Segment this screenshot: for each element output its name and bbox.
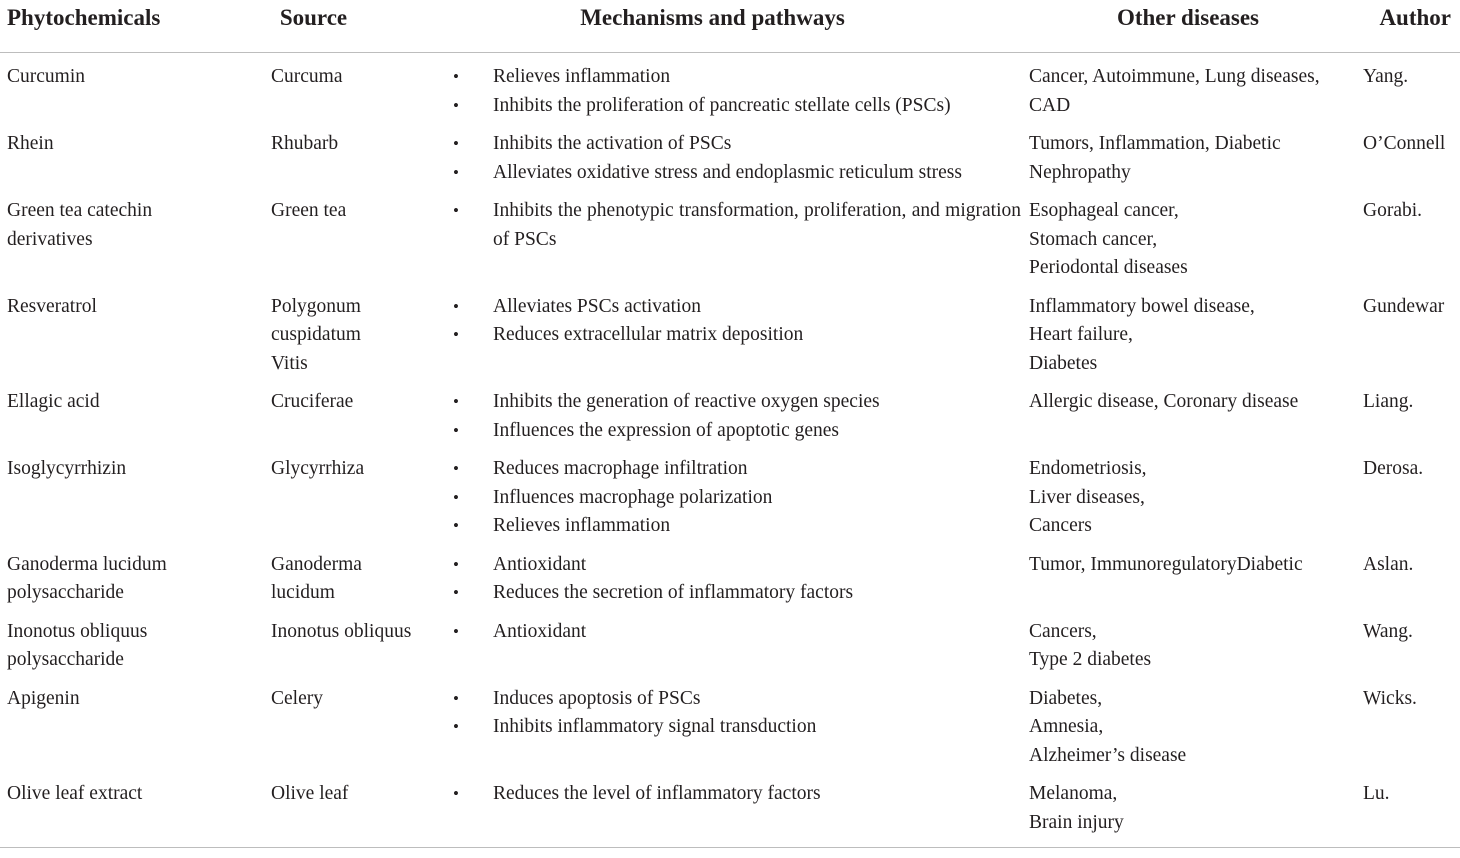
source-line: Olive leaf	[271, 783, 349, 804]
disease-line: Tumor, ImmunoregulatoryDiabetic	[1029, 553, 1303, 575]
mechanism-item: • Antioxidant	[453, 618, 1021, 647]
mechanism-item: • Reduces extracellular matrix deposition	[453, 321, 1021, 350]
table-row	[0, 770, 1460, 837]
phytochemical-name-line: derivatives	[7, 228, 93, 250]
cell-phytochemical	[0, 378, 264, 445]
cell-other-diseases	[1021, 283, 1355, 379]
cell-mechanisms	[441, 608, 1021, 675]
disease-line: Periodontal diseases	[1029, 257, 1188, 278]
table-header	[0, 0, 1460, 53]
phytochemical-name-line: Rhein	[7, 133, 54, 154]
source-line: Green tea	[271, 200, 347, 221]
cell-author: Wang.	[1363, 620, 1413, 642]
disease-line: Brain injury	[1029, 811, 1124, 833]
cell-source	[264, 445, 441, 541]
cell-source	[264, 120, 441, 187]
mechanism-item: • Antioxidant	[453, 551, 1021, 580]
disease-line: Nephropathy	[1029, 161, 1131, 183]
table-row	[0, 283, 1460, 379]
mechanism-list	[453, 780, 1021, 809]
cell-other-diseases	[1021, 770, 1355, 837]
mechanism-list	[453, 388, 1021, 445]
disease-line: Endometriosis,	[1029, 458, 1147, 479]
table-body	[0, 53, 1460, 838]
cell-source	[264, 608, 441, 675]
cell-other-diseases	[1021, 675, 1355, 771]
mechanism-list	[453, 130, 1021, 187]
cell-phytochemical	[0, 608, 264, 675]
cell-author: Wicks.	[1363, 687, 1417, 709]
source-line: Glycyrrhiza	[271, 458, 365, 479]
phytochemical-name-line: Isoglycyrrhizin	[7, 458, 127, 479]
cell-mechanisms	[441, 187, 1021, 283]
mechanism-item: • Reduces the secretion of inflammatory factors	[453, 579, 1021, 608]
cell-source	[264, 770, 441, 837]
source-line: Celery	[271, 687, 323, 709]
header-author: Author	[1355, 0, 1460, 53]
cell-other-diseases	[1021, 120, 1355, 187]
disease-line: Diabetes	[1029, 352, 1098, 374]
table-row	[0, 378, 1460, 445]
phytochemical-name-line: Resveratrol	[7, 295, 97, 317]
table-row	[0, 608, 1460, 675]
header-mechanisms: Mechanisms and pathways	[441, 0, 1021, 53]
mechanism-list	[453, 551, 1021, 608]
cell-phytochemical	[0, 120, 264, 187]
table-row	[0, 53, 1460, 121]
mechanism-list	[453, 293, 1021, 350]
mechanism-item: • Reduces the level of inflammatory factors	[453, 780, 1021, 809]
source-line: Vitis	[271, 352, 308, 374]
header-phytochemicals: Phytochemicals	[0, 0, 264, 53]
source-line: Ganoderma	[271, 553, 362, 575]
phytochemical-name-line: polysaccharide	[7, 649, 124, 670]
phytochemical-name-line: Green tea catechin	[7, 200, 153, 221]
cell-other-diseases	[1021, 608, 1355, 675]
mechanism-item: • Relieves inflammation	[453, 63, 1021, 92]
phytochemical-name-line: Ganoderma lucidum	[7, 553, 167, 575]
source-line: Cruciferae	[271, 391, 354, 412]
phytochemical-name-line: Curcumin	[7, 66, 85, 87]
cell-source	[264, 187, 441, 283]
cell-phytochemical	[0, 283, 264, 379]
table-row	[0, 541, 1460, 608]
mechanism-list	[453, 685, 1021, 742]
cell-author: Aslan.	[1363, 553, 1414, 575]
mechanism-item: • Inhibits the phenotypic transformation, proliferation, and migration of PSCs	[453, 197, 1021, 254]
cell-source	[264, 675, 441, 771]
mechanism-item: • Inhibits the generation of reactive oxygen species	[453, 388, 1021, 417]
phytochemical-name-line: polysaccharide	[7, 582, 124, 603]
disease-line: Inflammatory bowel disease,	[1029, 295, 1255, 317]
cell-other-diseases	[1021, 378, 1355, 445]
disease-line: Alzheimer’s disease	[1029, 744, 1187, 766]
disease-line: Esophageal cancer,	[1029, 200, 1179, 221]
cell-mechanisms	[441, 53, 1021, 121]
cell-mechanisms	[441, 770, 1021, 837]
mechanism-list	[453, 618, 1021, 647]
cell-mechanisms	[441, 675, 1021, 771]
cell-other-diseases	[1021, 541, 1355, 608]
header-row	[0, 0, 1460, 53]
disease-line: Stomach cancer,	[1029, 228, 1158, 250]
mechanism-list	[453, 197, 1021, 254]
mechanism-item: • Influences macrophage polarization	[453, 484, 1021, 513]
mechanism-item: • Inhibits the activation of PSCs	[453, 130, 1021, 159]
disease-line: Type 2 diabetes	[1029, 649, 1152, 670]
cell-source	[264, 541, 441, 608]
phytochemical-name-line: Apigenin	[7, 687, 80, 709]
cell-mechanisms	[441, 378, 1021, 445]
disease-line: Liver diseases,	[1029, 486, 1145, 508]
source-line: cuspidatum	[271, 324, 361, 345]
disease-line: Melanoma,	[1029, 783, 1118, 804]
disease-line: Tumors, Inflammation, Diabetic	[1029, 133, 1281, 154]
cell-author: Liang.	[1363, 391, 1414, 412]
header-other-diseases: Other diseases	[1021, 0, 1355, 53]
disease-line: Diabetes,	[1029, 687, 1103, 709]
table-row	[0, 120, 1460, 187]
table-row	[0, 445, 1460, 541]
source-line: Rhubarb	[271, 133, 339, 154]
phytochemical-name-line: Olive leaf extract	[7, 783, 143, 804]
cell-source	[264, 378, 441, 445]
mechanism-item: • Induces apoptosis of PSCs	[453, 685, 1021, 714]
phytochemical-name-line: Inonotus obliquus	[7, 620, 148, 642]
mechanism-item: • Inhibits inflammatory signal transduction	[453, 713, 1021, 742]
mechanism-item: • Relieves inflammation	[453, 512, 1021, 541]
disease-line: Amnesia,	[1029, 716, 1104, 737]
table-bottom-rule	[0, 847, 1460, 848]
header-source: Source	[264, 0, 441, 53]
disease-line: Heart failure,	[1029, 324, 1133, 345]
cell-author: Lu.	[1363, 783, 1390, 804]
disease-line: Cancer, Autoimmune, Lung diseases,	[1029, 66, 1320, 87]
cell-source	[264, 283, 441, 379]
mechanism-item: • Alleviates oxidative stress and endoplasmic reticulum stress	[453, 159, 1021, 188]
cell-author: Gorabi.	[1363, 200, 1423, 221]
cell-source	[264, 53, 441, 121]
cell-author: Yang.	[1363, 66, 1409, 87]
mechanism-item: • Alleviates PSCs activation	[453, 293, 1021, 322]
phytochemical-name-line: Ellagic acid	[7, 391, 100, 412]
disease-line: Cancers,	[1029, 620, 1097, 642]
source-line: Polygonum	[271, 295, 361, 317]
cell-other-diseases	[1021, 53, 1355, 121]
disease-line: Allergic disease, Coronary disease	[1029, 391, 1299, 412]
mechanism-item: • Influences the expression of apoptotic genes	[453, 417, 1021, 446]
cell-mechanisms	[441, 445, 1021, 541]
mechanism-item: • Inhibits the proliferation of pancreatic stellate cells (PSCs)	[453, 92, 1021, 121]
cell-phytochemical	[0, 675, 264, 771]
cell-author: O’Connell	[1363, 133, 1446, 154]
cell-phytochemical	[0, 187, 264, 283]
disease-line: Cancers	[1029, 515, 1092, 536]
cell-mechanisms	[441, 283, 1021, 379]
source-line: Curcuma	[271, 66, 343, 87]
cell-other-diseases	[1021, 187, 1355, 283]
cell-author: Derosa.	[1363, 458, 1424, 479]
cell-author: Gundewar	[1363, 295, 1445, 317]
cell-phytochemical	[0, 445, 264, 541]
cell-mechanisms	[441, 541, 1021, 608]
source-line: Inonotus obliquus	[271, 620, 412, 642]
cell-phytochemical	[0, 53, 264, 121]
table-row	[0, 675, 1460, 771]
table-row	[0, 187, 1460, 283]
cell-mechanisms	[441, 120, 1021, 187]
mechanism-item: • Reduces macrophage infiltration	[453, 455, 1021, 484]
cell-phytochemical	[0, 541, 264, 608]
disease-line: CAD	[1029, 94, 1071, 116]
cell-other-diseases	[1021, 445, 1355, 541]
mechanism-list	[453, 455, 1021, 541]
mechanism-list	[453, 63, 1021, 120]
cell-phytochemical	[0, 770, 264, 837]
source-line: lucidum	[271, 582, 335, 603]
